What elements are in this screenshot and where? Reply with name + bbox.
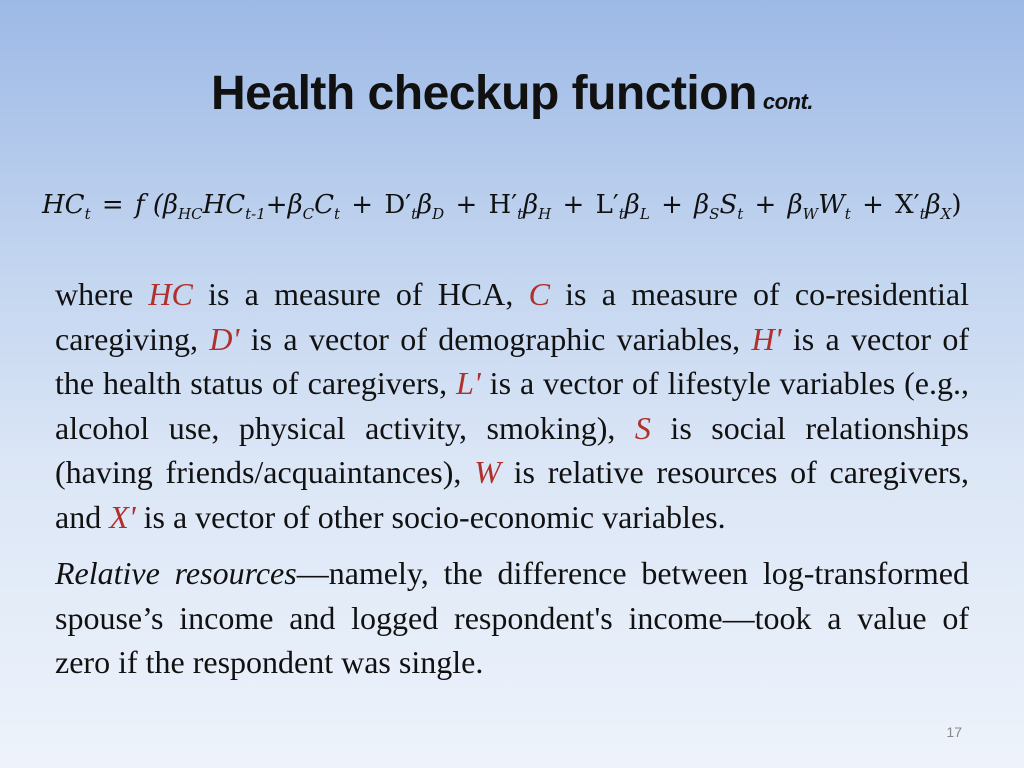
eq-hc-lag-sub: t-1 (245, 205, 266, 223)
var-x: X' (109, 498, 136, 535)
eq-beta-x: β (925, 190, 941, 220)
eq-beta-x-sub: X (940, 205, 952, 223)
eq-beta-hc-sub: HC (178, 205, 203, 223)
eq-beta-c-sub: C (302, 205, 315, 223)
eq-close-paren: ) (951, 190, 962, 220)
eq-beta-w: β (787, 190, 803, 220)
eq-beta-l-sub: L (639, 205, 650, 223)
eq-l-vector: L′ (595, 190, 619, 220)
title-suffix: cont. (762, 89, 813, 114)
health-checkup-equation (42, 190, 1002, 223)
eq-beta-hc: β (162, 190, 178, 220)
eq-s: S (719, 190, 738, 220)
eq-beta-l: β (624, 190, 640, 220)
eq-beta-d: β (417, 190, 433, 220)
eq-s-sub: t (737, 205, 744, 223)
var-c: C (528, 276, 550, 312)
eq-beta-d-sub: D (432, 205, 445, 223)
eq-equals: = (101, 190, 124, 220)
var-d: D' (209, 320, 240, 357)
eq-c: C (314, 190, 334, 220)
eq-beta-c: β (287, 190, 303, 220)
eq-w-sub: t (844, 205, 851, 223)
eq-plus: + (351, 190, 374, 220)
eq-beta-s-sub: S (709, 205, 720, 223)
eq-beta-w-sub: W (802, 205, 819, 223)
eq-plus: + (754, 190, 777, 220)
eq-beta-h: β (523, 190, 539, 220)
relative-resources-paragraph: Relative resources—namely, the difference between log-transformed spouse’s income and logged respondent's income—took a value of zero if the respondent was single. (55, 555, 969, 680)
eq-lhs: HC (42, 190, 85, 220)
eq-lhs-sub: t (84, 205, 91, 223)
eq-plus: + (265, 190, 288, 220)
eq-beta-h-sub: H (538, 205, 552, 223)
eq-plus: + (562, 190, 585, 220)
eq-w: W (818, 190, 845, 220)
eq-x-sub: t (919, 205, 926, 223)
variable-definitions-paragraph: where HC is a measure of HCA, C is a measure of co-residential caregiving, D' is a vector of demographic variables, H' is a vector of the health status of caregivers, L' is a vector of lifestyle variables (e.g., alcohol use, physical activity, smoking), S is social relationships (having friends/acquaintances), W is relative resources of caregivers, and X' is a vector of other socio-economic variables. (55, 276, 970, 535)
slide-body (55, 272, 969, 685)
relative-resources-term: Relative resources (55, 555, 297, 591)
eq-h-sub: t (517, 205, 524, 223)
eq-plus: + (862, 190, 884, 220)
eq-c-sub: t (334, 205, 341, 223)
eq-func: f ( (134, 190, 163, 220)
var-h: H' (751, 320, 782, 357)
eq-h-vector: H′ (488, 190, 518, 220)
eq-plus: + (661, 190, 683, 220)
eq-plus: + (455, 190, 478, 220)
var-s: S (634, 409, 651, 446)
eq-d-sub: t (411, 205, 418, 223)
var-w: W (474, 454, 501, 490)
title-text: Health checkup function (211, 67, 757, 120)
page-number: 17 (946, 724, 962, 740)
eq-l-sub: t (618, 205, 625, 223)
var-l: L' (456, 365, 481, 401)
eq-hc-lag: HC (202, 190, 246, 220)
eq-beta-s: β (694, 190, 710, 220)
eq-d-vector: D′ (384, 190, 412, 220)
slide-title (0, 66, 1024, 121)
eq-x-vector: X′ (895, 190, 920, 220)
var-hc: HC (148, 276, 193, 312)
